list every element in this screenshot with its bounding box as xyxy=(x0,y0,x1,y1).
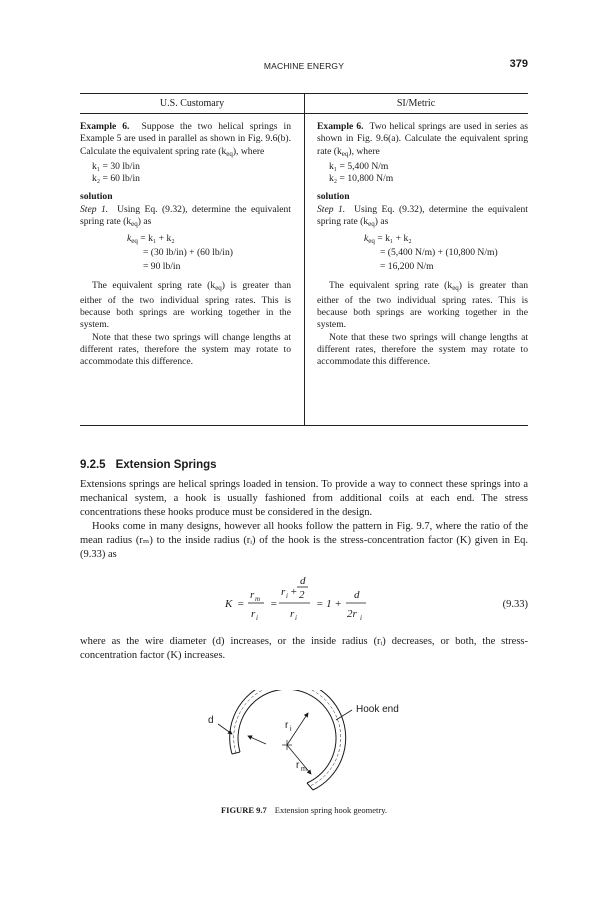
example-label: Example 6. xyxy=(317,121,364,132)
eq-ri-sub: i xyxy=(286,592,288,600)
section-title: Extension Springs xyxy=(115,459,217,471)
d-label: d xyxy=(208,715,214,726)
given-k2: k₂ = 10,800 N/m xyxy=(329,173,394,185)
hook-wire xyxy=(230,690,346,790)
given-values xyxy=(329,161,528,186)
example-intro: Example 6. Two helical springs are used in series as shown in Fig. 9.6(a). Calculate the equivalent spring rate $(k_{eq})$, where xyxy=(317,121,528,158)
solution-label: solution xyxy=(317,191,350,203)
eq-plus: + xyxy=(290,586,298,598)
equation-block xyxy=(364,232,528,274)
given-k2: k₂ = 60 lb/in xyxy=(92,173,140,185)
step-text: Step 1. Using Eq. (9.32), determine the equivalent spring rate $(k_{eq})$ as xyxy=(80,203,291,229)
eq-equals: = xyxy=(270,598,278,610)
eq-ri-sub: i xyxy=(360,614,362,622)
step-label: Step 1. xyxy=(317,203,346,215)
section-paragraph: where as the wire diameter (d) increases, or the inside radius (rᵢ) decreases, or both, the stress-concentration factor (K) increases. xyxy=(80,636,528,661)
eq-one-plus: = 1 + xyxy=(316,598,342,610)
eq-ri: r xyxy=(281,586,286,598)
column-header-us: U.S. Customary xyxy=(159,98,225,109)
eq-d: d xyxy=(354,589,360,601)
us-customary-column xyxy=(80,121,291,368)
step-label: Step 1. xyxy=(80,203,109,215)
equation-row: = (5,400 N/m) + (10,800 N/m) xyxy=(380,247,498,259)
given-k1: k₁ = 30 lb/in xyxy=(92,160,140,172)
eq-equals: = xyxy=(237,598,245,610)
note-paragraph: Note that these two springs will change lengths at different rates, therefore the system may rotate to accommodate this difference. xyxy=(80,331,291,368)
running-title: MACHINE ENERGY xyxy=(263,61,345,71)
equation-row: $k_{eq} = k_1 + k_2$ xyxy=(127,233,175,246)
section-number: 9.2.5 xyxy=(80,459,106,471)
hook-diagram xyxy=(190,690,440,800)
page-number: 379 xyxy=(509,58,528,70)
table-column-divider xyxy=(304,94,305,425)
equation-row: = 16,200 N/m xyxy=(380,261,434,273)
given-values xyxy=(92,161,291,186)
conclusion-paragraph: The equivalent spring rate $(k_{eq})$ is greater than either of the two individual spring rates. This is because both springs are working together in the system. xyxy=(80,280,291,331)
figure-9-7 xyxy=(190,690,440,800)
d-leader-arrow xyxy=(248,736,266,744)
eq-ri-sub: i xyxy=(256,614,258,622)
equation-graphic xyxy=(80,575,528,631)
example-intro: Example 6. Suppose the two helical springs in Example 5 are used in parallel as shown in Fig. 9.6(b). Calculate the equivalent spring rate $(k_{eq})$, where xyxy=(80,121,291,158)
column-header-si: SI/Metric xyxy=(396,98,436,109)
equation-row: = (30 lb/in) + (60 lb/in) xyxy=(143,247,233,259)
hook-end-label: Hook end xyxy=(356,704,399,715)
comparison-table xyxy=(80,93,528,426)
eq-d: d xyxy=(300,575,306,587)
equation-row: $k_{eq} = k_1 + k_2$ xyxy=(364,233,412,246)
figure-label: FIGURE 9.7 xyxy=(220,805,267,815)
eq-rm: r xyxy=(250,589,255,601)
eq-ri-sub: i xyxy=(295,614,297,622)
conclusion-paragraph: The equivalent spring rate $(k_{eq})$ is greater than either of the two individual spring rates. This is because both springs are working together in the system. xyxy=(317,280,528,331)
solution-label: solution xyxy=(80,191,113,203)
ri-label-sub: i xyxy=(290,726,292,733)
eq-lhs: K xyxy=(225,598,233,610)
section-heading xyxy=(80,459,528,471)
step-text: Step 1. Using Eq. (9.32), determine the equivalent spring rate $(k_{eq})$ as xyxy=(317,203,528,229)
si-metric-column xyxy=(317,121,528,368)
hook-end-leader xyxy=(336,710,352,720)
eq-ri: r xyxy=(251,608,256,620)
equation-row: = 90 lb/in xyxy=(143,261,181,273)
eq-rm-sub: m xyxy=(255,595,261,603)
ri-label: r xyxy=(285,720,289,731)
section-paragraph: Extensions springs are helical springs loaded in tension. To provide a way to connect these springs into a mechanical system, a hook is usually fashioned from additional coils at each end. The stress concentrations these hooks produce must be considered in the design. xyxy=(80,479,528,518)
figure-caption-text: Extension spring hook geometry. xyxy=(274,805,388,815)
equation-9-33 xyxy=(80,575,528,625)
eq-two: 2 xyxy=(299,589,305,601)
eq-two-ri: 2r xyxy=(347,608,357,620)
extension-springs-section xyxy=(80,459,528,562)
page-header xyxy=(80,58,528,74)
example-label: Example 6. xyxy=(80,121,130,132)
figure-caption xyxy=(80,805,528,815)
equation-number: (9.33) xyxy=(502,599,528,610)
eq-ri: r xyxy=(290,608,295,620)
rm-label: r xyxy=(296,760,300,771)
given-k1: k₁ = 5,400 N/m xyxy=(329,160,389,172)
note-paragraph: Note that these two springs will change lengths at different rates, therefore the system may rotate to accommodate this difference. xyxy=(317,331,528,368)
equation-block xyxy=(127,232,291,274)
section-paragraph: Hooks come in many designs, however all hooks follow the pattern in Fig. 9.7, where the ratio of the mean radius (rₘ) to the inside radius (rᵢ) of the hook is the stress-concentration factor (K) given in Eq. (9.33) as xyxy=(80,521,528,560)
rm-label-sub: m xyxy=(301,766,307,773)
